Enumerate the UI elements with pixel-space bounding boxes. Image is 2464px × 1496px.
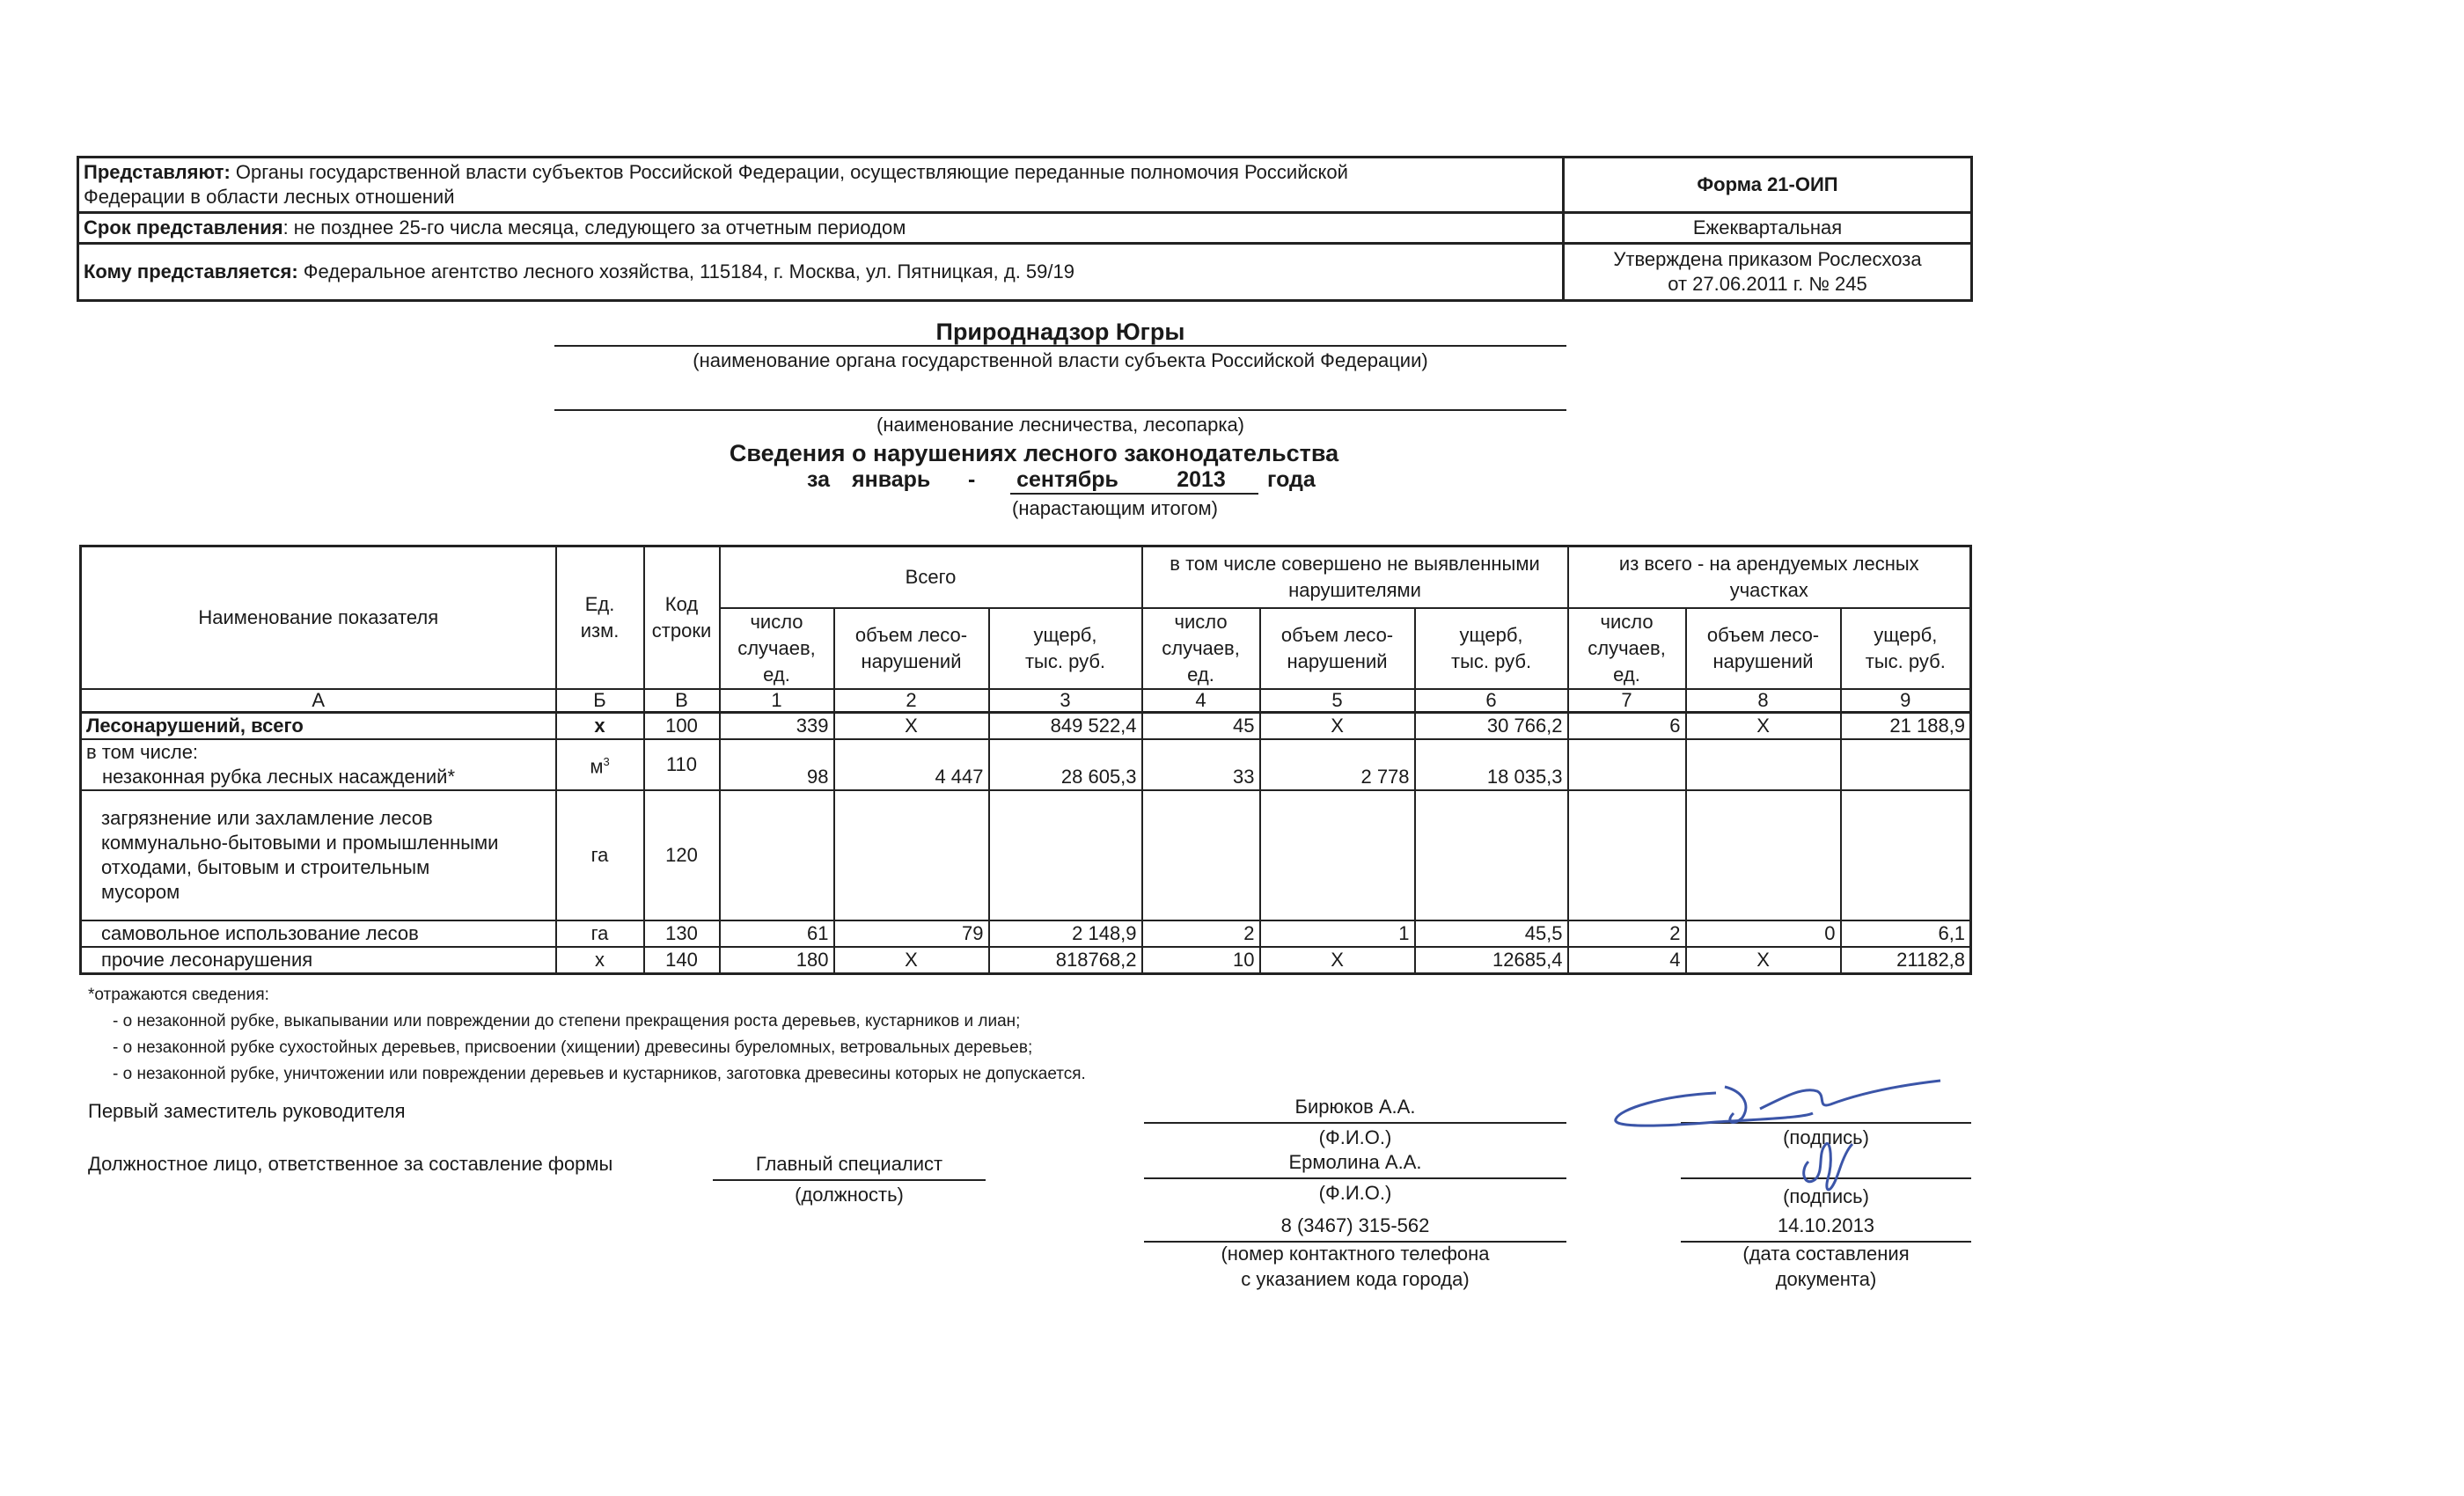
cell-value: 0 bbox=[1686, 920, 1841, 947]
cell-value: 4 447 bbox=[834, 739, 989, 790]
table-row bbox=[81, 790, 1971, 920]
period-year: 2013 bbox=[1177, 467, 1226, 492]
cell-value: 2 bbox=[1568, 920, 1686, 947]
sub-volume-header: объем лесо- нарушений bbox=[834, 608, 989, 689]
deputy-name-underline bbox=[1144, 1122, 1566, 1124]
position-value: Главный специалист bbox=[755, 1153, 943, 1175]
cell-value: 45 bbox=[1142, 712, 1260, 739]
row-name: загрязнение или захламление лесов коммунально-бытовыми и промышленными отходами, бытовым и строительным мусором bbox=[81, 790, 556, 920]
recipient-cell bbox=[78, 244, 1564, 301]
table-row bbox=[81, 739, 1971, 790]
period-za: за bbox=[807, 467, 831, 492]
signature-caption: (подпись) bbox=[1783, 1185, 1869, 1207]
colnum-cell: 1 bbox=[720, 689, 834, 713]
row-name: прочие лесонарушения bbox=[81, 947, 556, 974]
table-row bbox=[81, 712, 1971, 739]
group-unidentified-header: в том числе совершено не выявленными нарушителями bbox=[1142, 546, 1568, 608]
row-unit: $м^3$ bbox=[556, 739, 644, 790]
cell-value bbox=[1142, 790, 1260, 920]
position-underline bbox=[713, 1179, 986, 1181]
cell-value: 18 035,3 bbox=[1415, 739, 1568, 790]
row-name: Лесонарушений, всего bbox=[81, 712, 556, 739]
row-code: 110 bbox=[644, 739, 720, 790]
deadline-text: : не позднее 25-го числа месяца, следующего за отчетным периодом bbox=[282, 216, 906, 238]
cell-value: 2 778 bbox=[1260, 739, 1415, 790]
cell-value: 21 188,9 bbox=[1841, 712, 1971, 739]
cell-value: 45,5 bbox=[1415, 920, 1568, 947]
phone-value: 8 (3467) 315-562 bbox=[1280, 1214, 1430, 1236]
cell-value: 339 bbox=[720, 712, 834, 739]
cell-value: 98 bbox=[720, 739, 834, 790]
submitters-cell bbox=[78, 158, 1564, 213]
cumulative-caption: (нарастающим итогом) bbox=[1012, 497, 1218, 519]
form-header-table bbox=[77, 156, 1973, 302]
colnum-cell: 7 bbox=[1568, 689, 1686, 713]
row-name: самовольное использование лесов bbox=[81, 920, 556, 947]
col-code-header: Код строки bbox=[644, 546, 720, 689]
cell-value: 21182,8 bbox=[1841, 947, 1971, 974]
sub-volume-header: объем лесо- нарушений bbox=[1260, 608, 1415, 689]
cell-value: 61 bbox=[720, 920, 834, 947]
date-value: 14.10.2013 bbox=[1777, 1214, 1875, 1236]
period-from: январь bbox=[852, 467, 931, 492]
cell-value bbox=[1568, 739, 1686, 790]
colnum-cell: 9 bbox=[1841, 689, 1971, 713]
cell-value bbox=[720, 790, 834, 920]
colnum-cell: А bbox=[81, 689, 556, 713]
deadline-cell bbox=[78, 213, 1564, 244]
footnote bbox=[88, 982, 1086, 1088]
cell-value bbox=[1841, 739, 1971, 790]
sub-damage-header: ущерб, тыс. руб. bbox=[989, 608, 1142, 689]
row-code: 100 bbox=[644, 712, 720, 739]
fio-caption: (Ф.И.О.) bbox=[1318, 1126, 1392, 1148]
cell-value: 849 522,4 bbox=[989, 712, 1142, 739]
deadline-label: Срок представления bbox=[84, 216, 283, 238]
cell-value bbox=[1841, 790, 1971, 920]
cell-value: 2 148,9 bbox=[989, 920, 1142, 947]
cell-value: Х bbox=[834, 947, 989, 974]
phone-caption-1: (номер контактного телефона bbox=[1221, 1243, 1490, 1265]
cell-value: 33 bbox=[1142, 739, 1260, 790]
colnum-cell: 6 bbox=[1415, 689, 1568, 713]
cell-value: 818768,2 bbox=[989, 947, 1142, 974]
period-dash: - bbox=[968, 467, 976, 492]
deputy-label: Первый заместитель руководителя bbox=[88, 1100, 406, 1122]
signature-caption: (подпись) bbox=[1783, 1126, 1869, 1148]
date-caption-1: (дата составления bbox=[1742, 1243, 1910, 1265]
cell-value bbox=[1686, 739, 1841, 790]
cell-value: 6 bbox=[1568, 712, 1686, 739]
approval-cell bbox=[1564, 244, 1972, 301]
cell-value: 10 bbox=[1142, 947, 1260, 974]
phone-caption-2: с указанием кода города) bbox=[1241, 1268, 1470, 1290]
period-to: сентябрь bbox=[1016, 467, 1118, 492]
group-leased-header: из всего - на арендуемых лесных участках bbox=[1568, 546, 1971, 608]
cell-value: 6,1 bbox=[1841, 920, 1971, 947]
row-code: 120 bbox=[644, 790, 720, 920]
footnote-line: - о незаконной рубке сухостойных деревьев, присвоении (хищении) древесины буреломных, ветровальных деревьев; bbox=[113, 1038, 1033, 1057]
submitters-text: Органы государственной власти субъектов Российской Федерации, осуществляющие переданные полномочия Российской bbox=[235, 161, 1348, 183]
violations-table bbox=[79, 545, 1972, 975]
cell-value: 180 bbox=[720, 947, 834, 974]
group-total-header: Всего bbox=[720, 546, 1142, 608]
cell-value: 4 bbox=[1568, 947, 1686, 974]
cell-value: Х bbox=[1260, 712, 1415, 739]
submitters-text-cont: Федерации в области лесных отношений bbox=[84, 186, 455, 208]
col-name-header: Наименование показателя bbox=[81, 546, 556, 689]
sub-cases-header: число случаев, ед. bbox=[720, 608, 834, 689]
responsible-name: Ермолина А.А. bbox=[1288, 1151, 1422, 1173]
cell-value: Х bbox=[1260, 947, 1415, 974]
forestry-underline bbox=[554, 409, 1566, 411]
cell-value: 30 766,2 bbox=[1415, 712, 1568, 739]
cell-value: 79 bbox=[834, 920, 989, 947]
position-caption: (должность) bbox=[795, 1184, 904, 1206]
footnote-intro: *отражаются сведения: bbox=[88, 986, 269, 1004]
responsible-name-underline bbox=[1144, 1177, 1566, 1179]
cell-value: 1 bbox=[1260, 920, 1415, 947]
colnum-cell: В bbox=[644, 689, 720, 713]
cell-value bbox=[1686, 790, 1841, 920]
cell-value bbox=[989, 790, 1142, 920]
table-row bbox=[81, 920, 1971, 947]
colnum-cell: 3 bbox=[989, 689, 1142, 713]
recipient-label: Кому представляется: bbox=[84, 260, 298, 282]
cell-value: 12685,4 bbox=[1415, 947, 1568, 974]
cell-value bbox=[1415, 790, 1568, 920]
colnum-cell: 5 bbox=[1260, 689, 1415, 713]
cell-value bbox=[834, 790, 989, 920]
fio-caption: (Ф.И.О.) bbox=[1318, 1182, 1392, 1204]
org-name-underline bbox=[554, 345, 1566, 347]
responsible-label: Должностное лицо, ответственное за составление формы bbox=[88, 1153, 613, 1175]
approval-line-2: от 27.06.2011 г. № 245 bbox=[1668, 273, 1867, 295]
frequency: Ежеквартальная bbox=[1564, 213, 1972, 244]
handwritten-signature bbox=[1610, 1074, 1945, 1135]
cell-value: Х bbox=[1686, 712, 1841, 739]
submitters-label: Представляют: bbox=[84, 161, 231, 183]
col-unit-header: Ед. изм. bbox=[556, 546, 644, 689]
cell-value: 2 bbox=[1142, 920, 1260, 947]
handwritten-signature bbox=[1791, 1135, 1861, 1201]
approval-line-1: Утверждена приказом Рослесхоза bbox=[1613, 248, 1922, 270]
table-row bbox=[81, 947, 1971, 974]
row-unit: х bbox=[556, 712, 644, 739]
colnum-cell: 4 bbox=[1142, 689, 1260, 713]
cell-value: Х bbox=[1686, 947, 1841, 974]
cell-value: 28 605,3 bbox=[989, 739, 1142, 790]
report-title: Сведения о нарушениях лесного законодательства bbox=[729, 440, 1339, 466]
cell-value bbox=[1260, 790, 1415, 920]
row-unit: х bbox=[556, 947, 644, 974]
cell-value: Х bbox=[834, 712, 989, 739]
row-unit: га bbox=[556, 790, 644, 920]
recipient-text: Федеральное агентство лесного хозяйства, 115184, г. Москва, ул. Пятницкая, д. 59/19 bbox=[303, 260, 1074, 282]
colnum-cell: Б bbox=[556, 689, 644, 713]
sub-cases-header: число случаев, ед. bbox=[1142, 608, 1260, 689]
sub-damage-header: ущерб, тыс. руб. bbox=[1415, 608, 1568, 689]
footnote-line: - о незаконной рубке, уничтожении или повреждении деревьев и кустарников, заготовка древесины которых не допускается. bbox=[113, 1065, 1086, 1083]
org-name-caption: (наименование органа государственной власти субъекта Российской Федерации) bbox=[693, 349, 1428, 371]
org-name: Природнадзор Югры bbox=[935, 319, 1185, 345]
date-caption-2: документа) bbox=[1775, 1268, 1877, 1290]
row-name: в том числе: незаконная рубка лесных насаждений* bbox=[81, 739, 556, 790]
row-code: 130 bbox=[644, 920, 720, 947]
colnum-cell: 8 bbox=[1686, 689, 1841, 713]
forestry-caption: (наименование лесничества, лесопарка) bbox=[876, 414, 1244, 436]
form-name-cell bbox=[1564, 158, 1972, 213]
row-code: 140 bbox=[644, 947, 720, 974]
row-unit: га bbox=[556, 920, 644, 947]
deputy-name: Бирюков А.А. bbox=[1294, 1096, 1416, 1118]
colnum-cell: 2 bbox=[834, 689, 989, 713]
period-goda: года bbox=[1267, 467, 1316, 492]
sub-volume-header: объем лесо- нарушений bbox=[1686, 608, 1841, 689]
sub-cases-header: число случаев, ед. bbox=[1568, 608, 1686, 689]
form-name: Форма 21-ОИП bbox=[1697, 173, 1838, 195]
footnote-line: - о незаконной рубке, выкапывании или повреждении до степени прекращения роста деревьев, кустарников и лиан; bbox=[113, 1012, 1021, 1030]
period-underline bbox=[1010, 493, 1258, 495]
cell-value bbox=[1568, 790, 1686, 920]
sub-damage-header: ущерб, тыс. руб. bbox=[1841, 608, 1971, 689]
